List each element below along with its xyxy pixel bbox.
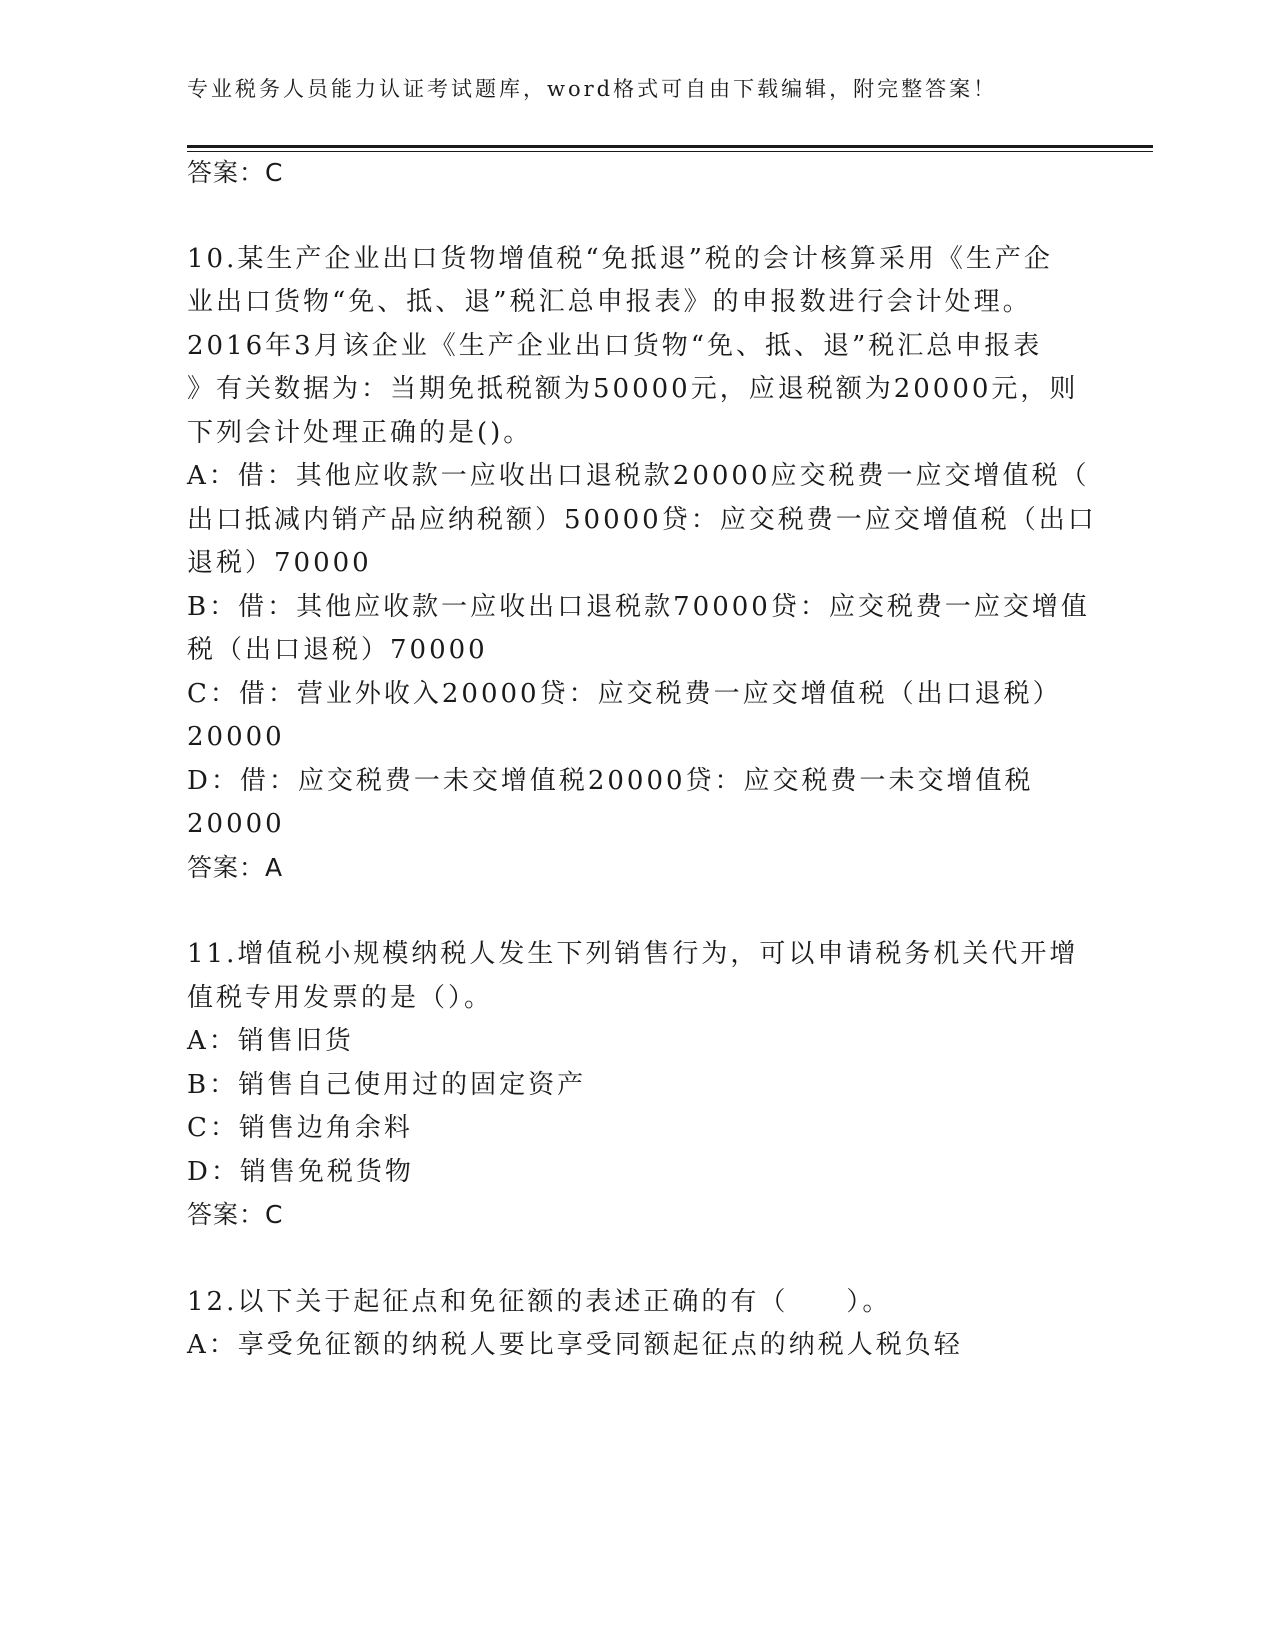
option-c: C：销售边角余料 — [187, 1113, 413, 1143]
option-line: 税（出口退税）70000 — [187, 635, 488, 665]
option-a: A：销售旧货 — [187, 1026, 354, 1056]
question-stem-line: 值税专用发票的是（）。 — [187, 983, 494, 1013]
option-line: 出口抵减内销产品应纳税额）50000贷：应交税费一应交增值税（出口 — [187, 505, 1097, 535]
answer-q11: 答案：C — [187, 1200, 284, 1229]
option-line: D：借：应交税费一未交增值税20000贷：应交税费一未交增值税 — [187, 766, 1034, 796]
question-stem-line: 11.增值税小规模纳税人发生下列销售行为，可以申请税务机关代开增 — [187, 939, 1079, 969]
option-d: D：销售免税货物 — [187, 1157, 414, 1187]
option-line: A：借：其他应收款一应收出口退税款20000应交税费一应交增值税（ — [187, 461, 1090, 491]
header-rule-thin — [187, 151, 1153, 152]
option-line: 20000 — [187, 809, 285, 839]
option-a: A：享受免征额的纳税人要比享受同额起征点的纳税人税负轻 — [187, 1330, 963, 1360]
header-rule-thick — [187, 145, 1153, 148]
answer-q9: 答案：C — [187, 158, 284, 187]
option-line: B：借：其他应收款一应收出口退税款70000贷：应交税费一应交增值 — [187, 592, 1090, 622]
page-header: 专业税务人员能力认证考试题库，word格式可自由下载编辑，附完整答案！ — [187, 77, 998, 101]
question-stem-line: 业出口货物“免、抵、退”税汇总申报表》的申报数进行会计处理。 — [187, 287, 1032, 317]
question-stem-line: 》有关数据为：当期免抵税额为50000元，应退税额为20000元，则 — [187, 374, 1079, 404]
question-stem-line: 12.以下关于起征点和免征额的表述正确的有（ ）。 — [187, 1287, 892, 1317]
option-b: B：销售自己使用过的固定资产 — [187, 1070, 587, 1100]
question-stem-line: 10.某生产企业出口货物增值税“免抵退”税的会计核算采用《生产企 — [187, 244, 1053, 274]
answer-q10: 答案：A — [187, 853, 284, 882]
question-stem-line: 下列会计处理正确的是()。 — [187, 418, 533, 448]
question-stem-line: 2016年3月该企业《生产企业出口货物“免、抵、退”税汇总申报表 — [187, 331, 1043, 361]
option-line: 20000 — [187, 722, 285, 752]
option-line: C：借：营业外收入20000贷：应交税费一应交增值税（出口退税） — [187, 679, 1062, 709]
option-line: 退税）70000 — [187, 548, 372, 578]
